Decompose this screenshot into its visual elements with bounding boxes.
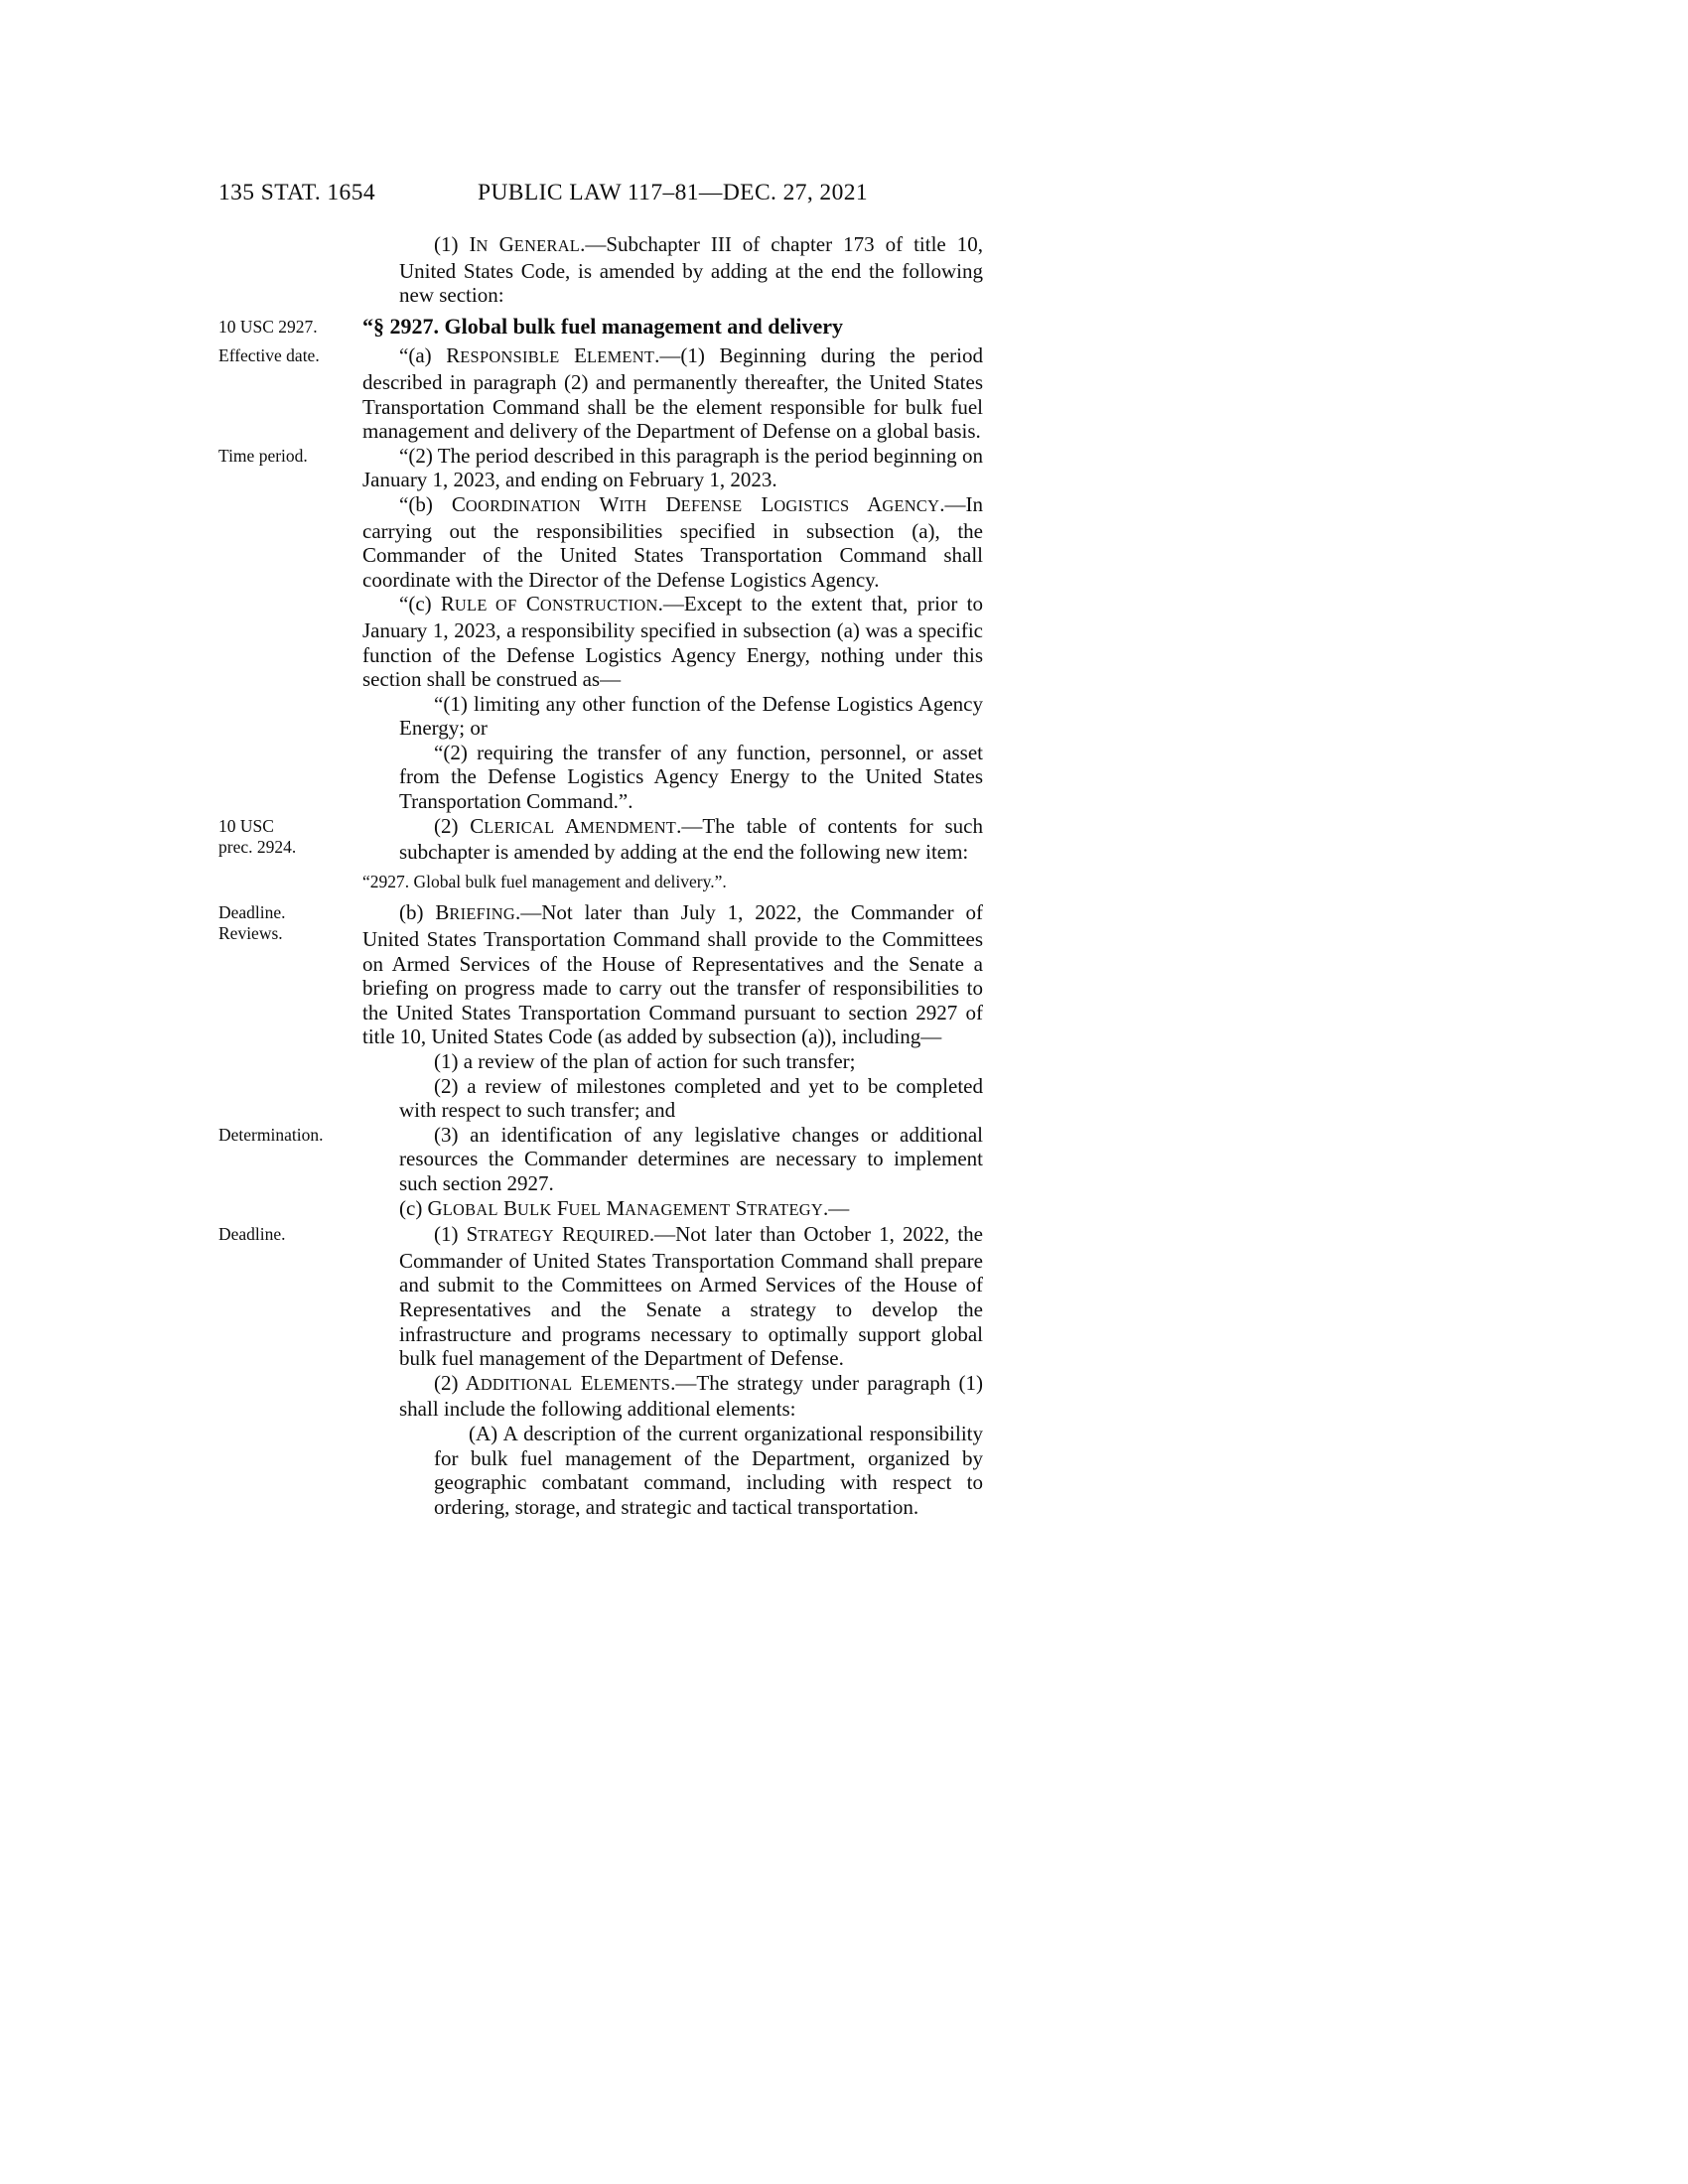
paragraph-text	[362, 1196, 983, 1223]
document-body	[218, 232, 983, 1519]
small-caps-text: LEMENTS	[593, 1374, 671, 1394]
paragraph-text	[362, 315, 983, 340]
margin-note-line: 10 USC	[218, 815, 274, 836]
body-text: .—	[823, 1195, 850, 1220]
body-text: .—Subchapter III of chapter 173 of title 10, United States Code, is amended by adding at the end the following new section:	[399, 232, 983, 308]
paragraph-text	[362, 1222, 983, 1371]
paragraph-briefing	[218, 900, 983, 1049]
body-text: R	[553, 1222, 576, 1247]
margin-note-line: Time period.	[218, 445, 308, 466]
paragraph-text	[362, 692, 983, 741]
margin-note-line: Effective date.	[218, 345, 320, 366]
margin-note-line: Reviews.	[218, 923, 283, 944]
body-text: “2927. Global bulk fuel management and delivery.”.	[362, 871, 727, 891]
small-caps-text: DDITIONAL	[480, 1374, 573, 1394]
paragraph-text	[362, 1074, 983, 1123]
body-text: S	[730, 1195, 748, 1220]
small-caps-text: GENCY	[882, 495, 940, 515]
small-caps-text: MENDMENT	[580, 817, 677, 837]
margin-note	[218, 345, 355, 366]
paragraph-text	[362, 592, 983, 691]
paragraph-global-strategy	[218, 1196, 983, 1223]
small-caps-text: ESPONSIBLE	[460, 347, 560, 367]
body-text: (1) I	[434, 232, 477, 256]
small-caps-text: TRATEGY	[478, 1226, 554, 1246]
paragraph-time-period	[218, 444, 983, 492]
margin-note	[218, 446, 355, 467]
body-text: L	[742, 491, 774, 516]
body-text: “(c) R	[399, 592, 455, 616]
body-text: A	[849, 491, 883, 516]
margin-note-line: 10 USC 2927.	[218, 316, 318, 337]
body-text: A	[554, 813, 581, 838]
margin-note	[218, 317, 355, 338]
paragraph-requiring	[218, 741, 983, 814]
paragraph-coordination	[218, 492, 983, 592]
section-heading-2927	[218, 315, 983, 340]
small-caps-text: UEL	[568, 1199, 602, 1219]
body-text: (2) C	[434, 813, 485, 838]
body-text: “(a) R	[399, 343, 461, 368]
small-caps-text: ENERAL	[513, 236, 581, 255]
small-caps-text: ONSTRUCTION	[539, 596, 658, 615]
paragraph-review-milestones	[218, 1074, 983, 1123]
paragraph-review-plan	[218, 1049, 983, 1074]
paragraph-text	[362, 1371, 983, 1422]
body-text: M	[601, 1195, 626, 1220]
body-text: B	[497, 1195, 518, 1220]
margin-note-line: Determination.	[218, 1124, 324, 1145]
paragraph-rule-of-construction	[218, 592, 983, 691]
body-text: (2) a review of milestones completed and yet to be completed with respect to such transfer; and	[399, 1073, 983, 1123]
small-caps-text: LEMENT	[586, 347, 655, 367]
paragraph-text	[362, 444, 983, 492]
paragraph-text	[362, 492, 983, 592]
small-caps-text: OORDINATION	[465, 495, 581, 515]
body-text: (b) B	[399, 900, 450, 925]
small-caps-text: LERICAL	[484, 817, 555, 837]
paragraph-limiting	[218, 692, 983, 741]
body-text: .—(1) Beginning during the period described in paragraph (2) and permanently thereafter, the United States Transportation Command shall be the element responsible for bulk fuel management and delivery of the Department of Defense on a global basis.	[362, 343, 983, 444]
paragraph-text	[362, 741, 983, 814]
paragraph-text	[362, 1422, 983, 1519]
margin-note	[218, 1224, 355, 1245]
paragraph-clerical-amendment	[218, 814, 983, 865]
small-caps-text: EFENSE	[680, 495, 743, 515]
margin-note	[218, 816, 355, 858]
body-text: .—In carrying out the responsibilities specified in subsection (a), the Commander of the United States Transportation Command shall coordinate with the Director of the Defense Logistics Agency.	[362, 491, 983, 592]
body-text: (3) an identification of any legislative changes or additional resources the Commander determines are necessary to implement such section 2927.	[399, 1122, 983, 1195]
paragraph-text	[362, 343, 983, 443]
body-text: “(b) C	[399, 491, 466, 516]
small-caps-text: LOBAL	[442, 1199, 498, 1219]
body-text: .—Except to the extent that, prior to January 1, 2023, a responsibility specified in subsection (a) was a specific function of the Defense Logistics Agency Energy, nothing under this section shall be construed as—	[362, 592, 984, 692]
body-text: .—The strategy under paragraph (1) shall include the following additional elements:	[399, 1370, 984, 1422]
body-text: C	[516, 592, 540, 616]
paragraph-text	[362, 900, 983, 1049]
body-text: (1) a review of the plan of action for such transfer;	[434, 1049, 856, 1073]
small-caps-text: RIEFING	[449, 904, 515, 924]
small-caps-text: ULE OF	[454, 596, 517, 615]
paragraph-in-general	[218, 232, 983, 308]
paragraph-text	[362, 1123, 983, 1196]
body-text: (c) G	[399, 1195, 443, 1220]
body-text: “§ 2927. Global bulk fuel management and delivery	[362, 313, 844, 339]
body-text: (1) S	[434, 1222, 479, 1247]
body-text: (A) A description of the current organizational responsibility for bulk fuel management of the Department, organized by geographic combatant command, including with respect to ordering, storage, and strategic and tactical transportation.	[434, 1421, 983, 1519]
paragraph-strategy-required	[218, 1222, 983, 1371]
small-caps-text: TRATEGY	[747, 1199, 823, 1219]
paragraph-responsible-element	[218, 343, 983, 443]
paragraph-text	[362, 1049, 983, 1074]
small-caps-text: ANAGEMENT	[625, 1199, 731, 1219]
paragraph-text	[362, 870, 983, 894]
paragraph-additional-elements	[218, 1371, 983, 1422]
body-text: .—The table of contents for such subchapter is amended by adding at the end the following new item:	[399, 813, 984, 865]
small-caps-text: EQUIRED	[576, 1226, 649, 1246]
margin-note-line: prec. 2924.	[218, 836, 297, 857]
body-text: (2) A	[434, 1370, 481, 1395]
margin-note	[218, 1125, 355, 1146]
paragraph-text	[362, 232, 983, 308]
body-text: .—Not later than July 1, 2022, the Commander of United States Transportation Command shall provide to the Committees on Armed Services of the House of Representatives and the Senate a briefing on progress made to carry out the transfer of responsibilities to the United States Transportation Command pursuant to section 2927 of title 10, United States Code (as added by subsection (a)), including—	[362, 900, 983, 1049]
small-caps-text: N	[476, 236, 489, 255]
body-text: G	[488, 232, 514, 256]
margin-note-line: Deadline.	[218, 902, 286, 923]
paragraph-description	[218, 1422, 983, 1519]
body-text: “(2) The period described in this paragraph is the period beginning on January 1, 2023, and ending on February 1, 2023.	[362, 443, 983, 492]
small-caps-text: ITH	[619, 495, 647, 515]
body-text: F	[551, 1195, 569, 1220]
margin-note-line: Deadline.	[218, 1224, 286, 1245]
body-text: “(1) limiting any other function of the Defense Logistics Agency Energy; or	[399, 691, 983, 741]
small-caps-text: OGISTICS	[774, 495, 850, 515]
body-text: E	[559, 343, 587, 368]
margin-note	[218, 902, 355, 944]
small-caps-text: ULK	[517, 1199, 552, 1219]
public-law-title: PUBLIC LAW 117–81—DEC. 27, 2021	[477, 180, 869, 205]
stat-page-number: 135 STAT. 1654	[218, 180, 375, 205]
body-text: D	[646, 491, 681, 516]
body-text: W	[580, 491, 620, 516]
running-head	[218, 180, 983, 209]
paragraph-text	[362, 814, 983, 865]
body-text: .—Not later than October 1, 2022, the Commander of United States Transportation Command shall prepare and submit to the Committees on Armed Services of the House of Representatives and the Senate a strategy to develop the infrastructure and programs necessary to optimally support global bulk fuel management of the Department of Defense.	[399, 1222, 983, 1371]
body-text: E	[572, 1370, 594, 1395]
paragraph-identification	[218, 1123, 983, 1196]
toc-entry-2927	[218, 870, 983, 894]
body-text: “(2) requiring the transfer of any function, personnel, or asset from the Defense Logistics Agency Energy to the United States Transportation Command.”.	[399, 740, 983, 814]
